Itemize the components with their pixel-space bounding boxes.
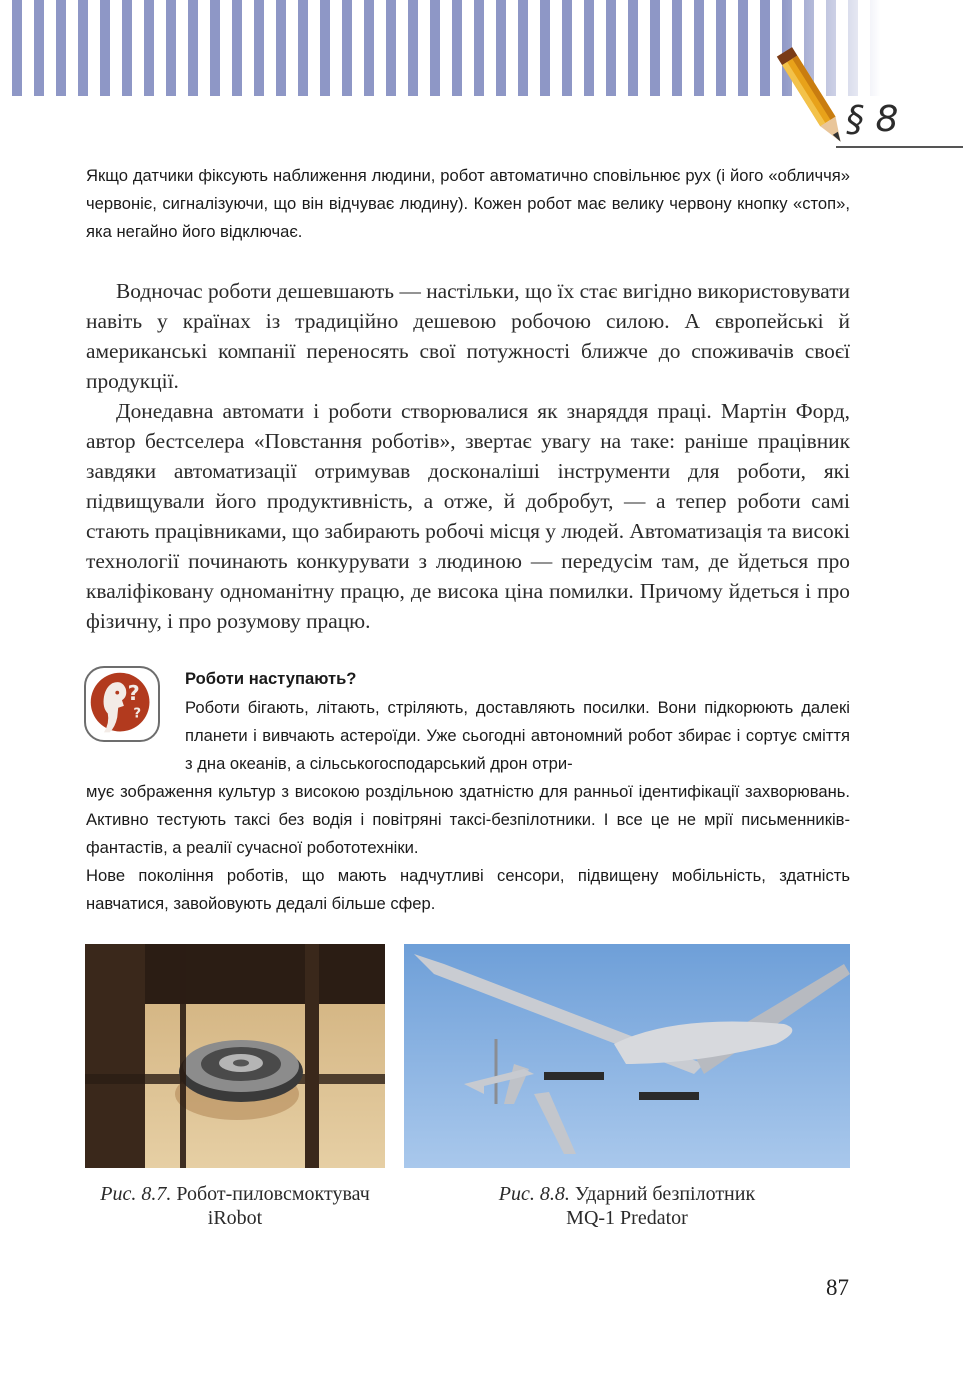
main-text <box>86 276 850 636</box>
predator-drone-photo <box>404 944 850 1168</box>
figure-caption-text-2: MQ-1 Predator <box>566 1207 688 1229</box>
svg-text:?: ? <box>133 706 142 722</box>
svg-text:?: ? <box>127 681 140 706</box>
thinking-person-icon <box>84 666 160 742</box>
box-title: Роботи наступають? <box>185 669 357 688</box>
box-paragraph: мує зображення культур з високою роздільною здатністю для ранньої ідентифікації захворювань. Активно тестують таксі без водія і повітряні таксі-безпілотники. І все це не мрії письменників-фантастів, а реалії сучасної робототехніки. <box>86 782 850 857</box>
body-paragraph: Водночас роботи дешевшають — настільки, що їх стає вигідно використовувати навіть у країнах із традиційно дешевою робочою силою. А європейські й американські компанії переносять свої потужності ближче до споживачів своєї продукції. <box>86 279 850 393</box>
box-paragraph: Роботи бігають, літають, стріляють, доставляють посилки. Вони підкорюють далекі планети і вивчають астероїди. Уже сьогодні автономний робот збирає і сортує сміття з дна океанів, а сільськогосподарський дрон отри- <box>185 698 850 773</box>
figure-caption-text: Ударний безпілотник <box>574 1183 756 1205</box>
figure-label: Рис. 8.7. <box>100 1183 172 1205</box>
robot-vacuum-photo <box>85 944 385 1168</box>
figure-caption <box>404 1182 850 1230</box>
section-number: § 8 <box>846 99 899 140</box>
pencil-icon <box>772 36 852 156</box>
body-paragraph: Донедавна автомати і роботи створювалися як знаряддя праці. Мартін Форд, автор бестселера «Повстання роботів», звертає увагу на таке: раніше працівник завдяки автоматизації отримував досконаліші інструменти для роботи, які підвищували його продуктивність, а отже, й добробут, — а тепер роботи самі стають працівниками, що забирають робочі місця у людей. Автоматизація та високі технології починають конкурувати з людиною — передусім там, де йдеться про кваліфіковану одноманітну працю, де висока ціна помилки. Причому йдеться і про фізичну, і про розумову працю. <box>86 399 850 633</box>
intro-paragraph: Якщо датчики фіксують наближення людини, робот автоматично сповільнює рух (і його «обличчя» червоніє, сигналізуючи, що він відчуває людину). Кожен робот має велику червону кнопку «стоп», яка негайно його відключає. <box>86 166 850 241</box>
figure-caption <box>85 1182 385 1230</box>
figure-caption-text-2: iRobot <box>207 1207 263 1229</box>
box-paragraph: Нове покоління роботів, що мають надчутливі сенсори, підвищену мобільність, здатність навчатися, завойовують дедалі більше сфер. <box>86 866 850 913</box>
header-stripes <box>0 0 900 96</box>
figure-label: Рис. 8.8. <box>498 1183 570 1205</box>
page-number: 87 <box>826 1275 849 1300</box>
section-underline <box>836 146 963 148</box>
figure-caption-text: Робот-пиловсмоктувач <box>176 1183 370 1205</box>
